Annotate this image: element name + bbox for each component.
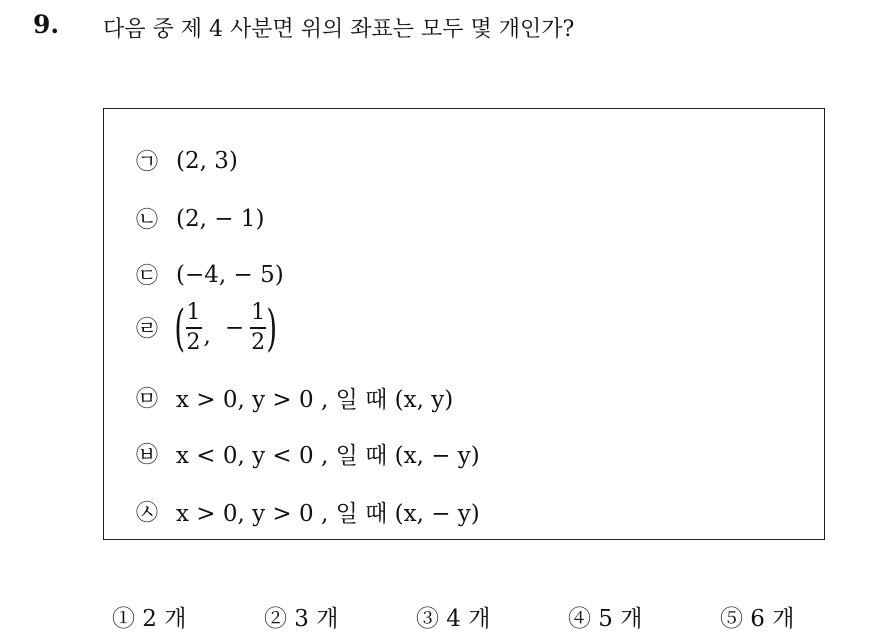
minus-sign: − xyxy=(224,314,245,341)
item-condition: x > 0, y > 0 , 일 때 (x, y) xyxy=(176,387,454,413)
fraction xyxy=(186,301,202,355)
choice-2[interactable]: ② 3 개 xyxy=(264,606,339,632)
choice-4[interactable]: ④ 5 개 xyxy=(568,606,643,632)
right-paren: ) xyxy=(266,298,278,357)
item-box xyxy=(103,108,825,540)
choice-1[interactable]: ① 2 개 xyxy=(112,606,187,632)
list-item xyxy=(134,437,480,470)
comma: , xyxy=(203,322,211,349)
choice-3[interactable]: ③ 4 개 xyxy=(416,606,491,632)
item-content: (2, − 1) xyxy=(176,205,265,232)
list-item xyxy=(134,495,480,528)
list-item xyxy=(134,298,278,357)
fraction-denominator: 2 xyxy=(251,329,266,355)
fraction xyxy=(250,301,266,355)
item-marker: ㉤ xyxy=(135,387,158,412)
list-item xyxy=(134,259,284,290)
fraction-bar xyxy=(186,327,202,329)
question-text: 다음 중 제 4 사분면 위의 좌표는 모두 몇 개인가? xyxy=(103,17,575,42)
item-marker: ㉡ xyxy=(135,208,158,233)
item-marker: ㉠ xyxy=(135,150,158,175)
item-content: (−4, − 5) xyxy=(176,261,284,288)
fraction-bar xyxy=(250,327,266,329)
item-marker: ㉥ xyxy=(135,443,158,468)
list-item xyxy=(134,381,453,414)
item-marker: ㉢ xyxy=(135,264,158,289)
fraction-point xyxy=(174,298,278,357)
item-marker: ㉣ xyxy=(135,317,158,343)
fraction-numerator: 1 xyxy=(251,300,266,325)
fraction-numerator: 1 xyxy=(186,300,201,325)
fraction-denominator: 2 xyxy=(186,329,201,355)
item-condition: x > 0, y > 0 , 일 때 (x, − y) xyxy=(176,501,480,527)
list-item xyxy=(134,203,264,234)
question-number: 9. xyxy=(33,10,60,39)
item-condition: x < 0, y < 0 , 일 때 (x, − y) xyxy=(176,443,480,469)
list-item xyxy=(134,145,238,176)
left-paren: ( xyxy=(174,298,186,357)
answer-choices xyxy=(112,600,872,633)
item-content: (2, 3) xyxy=(176,147,238,174)
item-marker: ㉦ xyxy=(135,501,158,526)
choice-5[interactable]: ⑤ 6 개 xyxy=(720,606,795,632)
